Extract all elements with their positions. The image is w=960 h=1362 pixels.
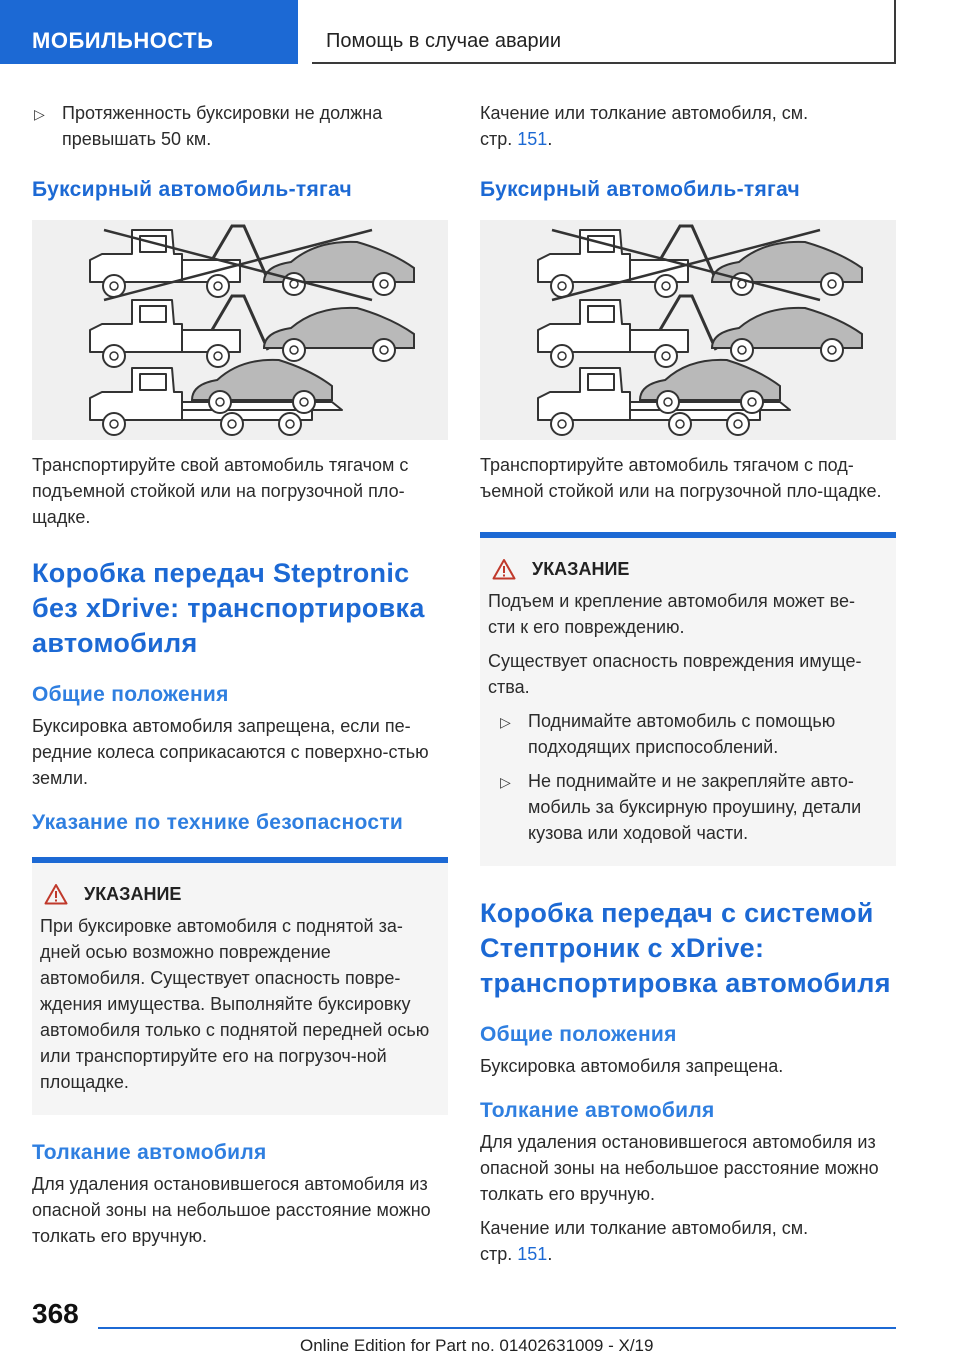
header-title-text: Помощь в случае аварии [326, 30, 561, 52]
paragraph-general: Буксировка автомобиля запрещена, если пе-редние колеса соприкасаются с поверхно-стью земли. [32, 716, 429, 788]
footer-edition: Online Edition for Part no. 01402631009 - X/19 [300, 1336, 654, 1355]
left-column [32, 100, 448, 1249]
heading-steptronic-without-xdrive: Коробка передач Steptronic без xDrive: транспортировка автомобиля [32, 558, 425, 658]
paragraph-pushing: Для удаления остановившегося автомобиля из опасной зоны на небольшое расстояние можно толкать его вручную. [32, 1174, 431, 1246]
heading-steptronic-with-xdrive: Коробка передач с системой Стептроник с xDrive: транспортировка автомобиля [480, 898, 891, 998]
warning-triangle-icon [492, 558, 516, 580]
heading-pushing-right: Толкание автомобиля [480, 1099, 715, 1122]
heading-pushing: Толкание автомобиля [32, 1141, 267, 1164]
paragraph-general-right: Буксировка автомобиля запрещена. [480, 1056, 784, 1076]
warning-box-right [480, 532, 896, 866]
warning-triangle-icon [44, 883, 68, 905]
heading-general: Общие положения [32, 683, 229, 706]
heading-tow-truck-right: Буксирный автомобиль-тягач [480, 178, 801, 201]
bullet-tow-distance [32, 100, 448, 152]
bullet-text: Протяженность буксировки не должна превышать 50 км. [62, 103, 383, 149]
warning-box [32, 857, 448, 1115]
page-ref-prefix: стр. [480, 1244, 513, 1264]
warning-title-text: УКАЗАНИЕ [84, 883, 182, 904]
bullet-triangle-icon: ▷ [500, 774, 511, 790]
right-column [480, 100, 896, 1267]
warning-title-text: УКАЗАНИЕ [532, 558, 630, 579]
paragraph-tow-transport: Транспортируйте свой автомобиль тягачом с подъемной стойкой или на погрузочной пло-щадке. [32, 455, 409, 527]
page-ref-prefix: стр. [480, 129, 513, 149]
bullet-text: Поднимайте автомобиль с помощью подходящих приспособлений. [528, 711, 836, 757]
page-ref-link[interactable]: 151 [517, 129, 548, 149]
paragraph-rolling-ref-2: Качение или толкание автомобиля, см. стр. 151. [480, 1218, 809, 1264]
bullet-text: Не поднимайте и не закрепляйте авто-мобиль за буксирную проушину, детали кузова или ходовой части. [528, 771, 862, 843]
warning-title [44, 883, 434, 905]
heading-general-right: Общие положения [480, 1023, 677, 1046]
tow-methods-drawing [32, 220, 448, 440]
warning-title [492, 558, 882, 580]
warning-paragraph-2: Существует опасность повреждения имуще-ства. [488, 651, 862, 697]
bullet-triangle-icon: ▷ [34, 106, 45, 122]
paragraph-rolling-ref: Качение или толкание автомобиля, см. стр. 151. [480, 103, 809, 149]
heading-safety-note: Указание по технике безопасности [32, 811, 404, 834]
tow-truck-illustration [32, 220, 448, 440]
paragraph-tow-transport-right: Транспортируйте автомобиль тягачом с под-ъемной стойкой или на погрузочной пло-щадке. [480, 455, 882, 501]
section-tab [0, 0, 298, 64]
paragraph-pushing-right: Для удаления остановившегося автомобиля из опасной зоны на небольшое расстояние можно толкать его вручную. [480, 1132, 879, 1204]
footer-rule [98, 1327, 896, 1329]
page-number: 368 [32, 1298, 79, 1329]
rolling-text: Качение или толкание автомобиля, см. [480, 103, 809, 123]
heading-tow-truck: Буксирный автомобиль-тягач [32, 178, 353, 201]
section-label: МОБИЛЬНОСТЬ [32, 28, 214, 53]
warning-paragraph-1: Подъем и крепление автомобиля может ве-сти к его повреждению. [488, 591, 855, 637]
page-header-title [312, 0, 896, 64]
tow-methods-drawing [480, 220, 896, 440]
tow-truck-illustration-right [480, 220, 896, 440]
warning-bullet-1 [498, 708, 882, 760]
warning-bullet-2 [498, 768, 882, 846]
rolling-text: Качение или толкание автомобиля, см. [480, 1218, 809, 1238]
warning-text: При буксировке автомобиля с поднятой за-дней осью возможно повреждение автомобиля. Существует опасность повре-ждения имущества. Выполняйте буксировку автомобиля только с поднятой передней осью или транспортируйте его на погрузоч-ной площадке. [40, 916, 430, 1092]
bullet-triangle-icon: ▷ [500, 714, 511, 730]
page-ref-link[interactable]: 151 [517, 1244, 548, 1264]
